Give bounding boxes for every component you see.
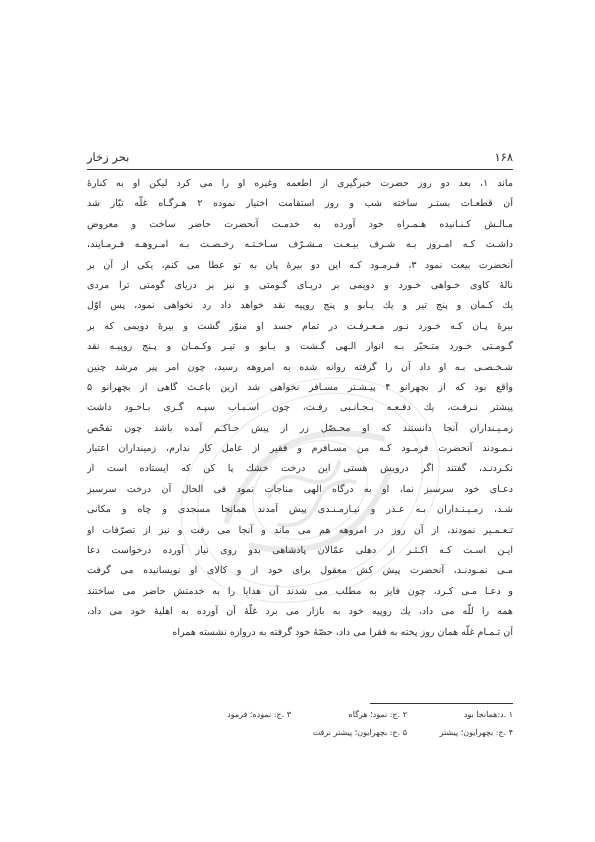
text-line: گـومـتی خـورد متـحیّر بـه انوار الـهی گـشت و یـابو و تیـر وکـمـان و پـنج روپیـه نقد — [87, 341, 513, 353]
footnote-5: ۵ .ج: بچهرایون؛ پیشتر نرفت — [312, 728, 407, 737]
header-rule — [87, 169, 513, 170]
text-line: واقع بود که از بچهرانو ۴ پیـشـتر مسـافر نخواهی شد ازین باعـث گاهی از بچهرانو ۵ — [87, 381, 513, 393]
footnote-row — [87, 706, 513, 724]
footnote-1: ۱ .د:همانجا بود — [463, 710, 513, 719]
footnote-row — [87, 724, 513, 742]
page-header — [87, 150, 513, 168]
text-line: و دعـا مـی کـرد، چون فایز به مطلب می شدند آن هدایا را به خدمتش حاضر می ساختند — [87, 585, 513, 597]
text-line: زمـیـنداران آنجا دانستند که او محـصّل زر از پیش حـاکـم آمده باشد چون تفحّص — [87, 422, 513, 434]
text-line: بیرهٔ پـان کـه خـورد نـور مـعـرفـت در تمام جسد او منوّر گشت و بیرهٔ دویمی که بر — [87, 320, 513, 332]
text-line: شـد، زمـیـنـداران بـه عـذر و نیـازمـنـدی پیش آمدند همانجا مسجدی و چاه و مکانی — [87, 504, 513, 516]
text-line: نـمـودند آنحضرت فرمـود کـه من مسـافرم و فقیر از عامل کار ندارم، زمینداران اعتبار — [87, 443, 513, 455]
text-line: مـی نمـودنـد، آنحضرت پیش کش معقول برای خود از و کالای او نویسانیده می گرفت — [87, 565, 513, 577]
text-line: مـالـش کـنـانیده هـمـراه خود آورده به خدمـت آنحضرت حاضر ساخت و معروض — [87, 218, 513, 230]
text-line: همه را للّه می داد، یك روپیه خود به بازار می برد غلّهٔ آن آورده به اهلیهٔ خود می داد، — [87, 606, 513, 618]
body-text — [87, 174, 513, 643]
text-line: تـعـمـیر نمودند، از آن روز در امروهه هم می ماند و آنجا می رفت و نیز از تصرّفات او — [87, 524, 513, 536]
text-line: ایـن اسـت کـه اکـثـر از دهلی عمّالان پادشاهی بدو روی نیاز آورده درخواست دعا — [87, 545, 513, 557]
text-line: پیشتر نـرفـت، یك دفـعـه بـجـانـبی رفـت، چون اسـبـاب سپـه گـری بـاخـود داشت — [87, 402, 513, 414]
text-line: ماند ۱، بعد دو روز حضرت خبرگیری از اطعمه وغیره او را می کرد لیکن او به کنارهٔ — [87, 178, 513, 189]
text-line: آن قطعـات بستـر ساخته شب و روز استقامت اختیار نموده ۲ هـرگـاه غلّه تیّار شد — [87, 198, 513, 210]
footnote-4: ۴ .ج: بچهرایون؛ پیشتر — [439, 728, 513, 737]
footnotes — [87, 706, 513, 742]
footnote-rule — [370, 703, 513, 704]
running-title: بحر زخار — [87, 150, 130, 164]
text-line: دعـای خود سرسبز نما، او به درگاه الهی مناجات نمود فی الحال آن درخت سرسبز — [87, 483, 513, 495]
text-line: نکـردنـد، گفتند اگر درویش هستی این درخت خشك پا کن که ایستاده است از — [87, 463, 513, 475]
footnote-2: ۲ .ج: نمود؛ هرگاه — [348, 710, 407, 719]
footnote-3: ۳ .ج: نموده؛ فرمود — [227, 710, 291, 719]
text-line: آنحضرت بیعت نمود ۳، فـرمـود کـه این دو بیرهٔ پان به تو عطا می کنم، یکی از آن بر — [87, 259, 513, 271]
text-line: نالهٔ کاوی خـواهی خـورد و دویمی بر دریـای گـومتی و نیز بر دریای گومتی ترا مردی — [87, 279, 513, 291]
text-line: داشـت کـه امـروز بـه شـرف بیـعـت مـشـرّف سـاخـتـه رخـصـت بـه امـروهـه فـرمـایند، — [87, 239, 513, 251]
text-line: یك كـمان و پنج تیر و یك یـابو و پنج روپیه نقد خواهد داد رد نخواهی نمود، پس اوّل — [87, 300, 513, 312]
text-line: آن تـمـام غلّه همان روز پخته به فقرا می داد، حصّهٔ خود گرفته به دروازه نشسته همراه — [172, 626, 513, 638]
page-number: ۱۶۸ — [494, 150, 513, 164]
text-line: شـخـصـی بـه او داد آن را گرفته روانه شده به امروهه رسید، چون امر پیر مرشد چنین — [87, 361, 513, 373]
